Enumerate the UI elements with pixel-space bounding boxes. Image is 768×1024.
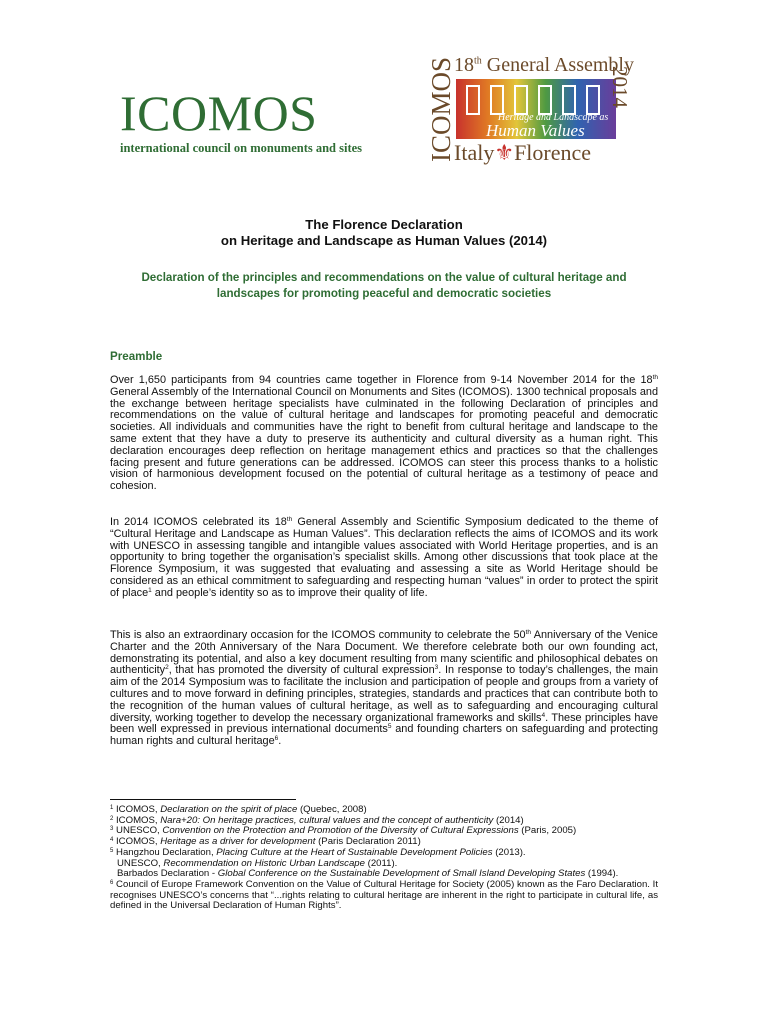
text-run: and founding charters on safeguarding and protecting human rights and cultural heritage <box>110 723 659 748</box>
logo-vertical-year: 2014 <box>608 66 632 108</box>
footnote-number: 1 <box>110 805 114 811</box>
fleur-de-lis-icon: ⚜ <box>494 140 515 165</box>
text-run: . <box>278 735 282 748</box>
text-run: and people’s identity so as to improve their quality of life. <box>151 586 428 599</box>
logo-subtitle: international council on monuments and sites <box>120 141 363 155</box>
logo-city-florence: Florence <box>514 140 592 165</box>
logo-wordmark: ICOMOS <box>120 85 318 141</box>
footnote-divider <box>110 799 296 800</box>
footnote-number: 4 <box>110 837 114 844</box>
paragraph-2 <box>110 517 658 600</box>
logo-banner-small: Heritage and Landscape as <box>498 112 609 123</box>
superscript: th <box>286 516 293 523</box>
text-run: . In response to today’s challenges, the main aim of the 2014 Symposium was to facilitate the inclusion and participation of people and groups from a variety of cultures and to move forward in defining principles, strategies, standards and practices that can contribute both to the recognition of the human values of cultural heritage, as well as to safeguarding and encouraging cultural diversity, working together to develop the necessary organizational frameworks and skills <box>110 664 659 724</box>
text-run: General Assembly of the International Council on Monuments and Sites (ICOMOS). 1300 technical proposals and the exchange between heritage specialists have culminated in the following Declaration of principles and recommendations on the value of cultural heritage and landscapes for promoting peaceful and democratic societies. All individuals and communities have the right to benefit from cultural heritage and landscape to the same extent that they have a duty to preserve its authenticity and cultural diversity as a human right. This declaration encourages deep reflection on heritage management ethics and practices so that the challenges facing present and future generations can be addressed. ICOMOS can steer this process thanks to a holistic vision of harmonious development focused on the potential of cultural heritage as a testimony of peace and cohesion. <box>110 385 658 493</box>
text-run: (Paris Declaration 2011) <box>315 836 421 848</box>
logo-panel <box>514 85 528 115</box>
footnote-title: Global Conference on the Sustainable Development of Small Island Developing States <box>217 868 586 880</box>
logo-vertical-icomos: ICOMOS <box>426 56 456 162</box>
text-run: (2011). <box>364 857 398 869</box>
footnote-ref: 6 <box>274 735 279 743</box>
superscript: th <box>652 374 658 381</box>
text-run: UNESCO, <box>113 825 163 837</box>
footnote-ref: 5 <box>387 723 392 731</box>
logo-city-line <box>454 140 591 166</box>
logo-panel <box>490 85 504 115</box>
text-run: This is also an extraordinary occasion for the ICOMOS community to celebrate the 50 <box>110 629 526 641</box>
footnote-ref: 2 <box>165 664 169 672</box>
text-run: (1994). <box>585 868 619 880</box>
logo-banner-large: Human Values <box>486 121 585 140</box>
footnotes <box>110 805 658 912</box>
footnote-ref: 4 <box>541 711 546 719</box>
logo-ordinal-suffix: th <box>474 55 482 67</box>
document-subtitle: Declaration of the principles and recommendations on the value of cultural heritage and landscapes for promoting peaceful and democratic societies <box>141 271 627 300</box>
footnote-number: 3 <box>110 826 114 833</box>
title-line-2: on Heritage and Landscape as Human Values (2014) <box>220 233 548 248</box>
footnote-title: Nara+20: On heritage practices, cultural values and the concept of authenticity <box>160 814 494 826</box>
text-run: ICOMOS, <box>113 804 161 815</box>
document-title <box>110 217 658 249</box>
logo-panel <box>466 85 480 115</box>
text-run: In 2014 ICOMOS celebrated its 18 <box>110 516 287 528</box>
footnote-title: Placing Culture at the Heart of Sustainable Development Policies <box>216 846 493 858</box>
logo-panel <box>562 85 576 115</box>
general-assembly-logo <box>426 54 634 166</box>
text-run: Anniversary of the Venice Charter and the 20th Anniversary of the Nara Document. We therefore celebrate both our own founding act, demonstrating its potential, and also a key document resulting from many scientific and philosophical debates on authenticity <box>110 629 658 677</box>
logo-city-italy: Italy <box>454 140 495 165</box>
text-run: General Assembly and Scientific Symposium dedicated to the theme of “Cultural Heritage and Landscape as Human Values”. This declaration reflects the aims of ICOMOS and its work with UNESCO in assessing tangible and intangible values associated with World Heritage properties, and is an opportunity to bring together the organisation’s specialist skills. Among other discussions that took place at the Florence Symposium, it was suggested that evaluating and assessing a site as World Heritage should be considered as an ethical commitment to safeguarding and respecting human “values” in order to protect the spirit of place <box>110 516 658 599</box>
text-run: Council of Europe Framework Convention on the Value of Cultural Heritage for Society (2005) known as the Faro Declaration. It recognises UNESCO’s concerns that “...rights relating to cultural heritage are inherent in the right to participate in cultural life, as defined in the Universal Declaration of Human Rights”. <box>110 878 658 912</box>
text-run: ICOMOS, <box>113 814 161 826</box>
icomos-logo <box>120 85 380 156</box>
title-line-1: The Florence Declaration <box>305 217 463 232</box>
footnote-title: Declaration on the spirit of place <box>160 804 298 815</box>
text-run: (2014) <box>493 814 524 826</box>
text-run: ICOMOS, <box>113 836 161 848</box>
text-run: Barbados Declaration - <box>117 868 218 880</box>
logo-ordinal: 18 <box>454 54 474 76</box>
footnote-ref: 3 <box>434 664 439 672</box>
footnote-title: Convention on the Protection and Promotion of the Diversity of Cultural Expressions <box>162 825 519 837</box>
logo-panel <box>586 85 600 115</box>
footnote-title: Heritage as a driver for development <box>160 836 316 848</box>
footnote-number: 2 <box>110 815 114 822</box>
logo-rainbow-banner <box>456 79 616 139</box>
text-run: , that has promoted the diversity of cultural expression <box>168 664 435 677</box>
footnote-number: 6 <box>110 879 114 886</box>
text-run: (2013). <box>492 846 526 858</box>
footnote-title: Recommendation on Historic Urban Landscape <box>163 857 365 869</box>
text-run: UNESCO, <box>117 857 164 869</box>
footnote-number: 5 <box>110 847 114 854</box>
footnote-ref: 1 <box>148 586 152 594</box>
text-run: (Paris, 2005) <box>518 825 577 837</box>
text-run: Hangzhou Declaration, <box>113 846 217 858</box>
footnote <box>110 880 658 912</box>
text-run: . These principles have been well expressed in previous international documents <box>110 711 658 736</box>
logo-panel <box>538 85 552 115</box>
preamble-heading: Preamble <box>110 350 163 363</box>
superscript: th <box>525 629 532 636</box>
logo-assembly-text: General Assembly <box>486 54 634 76</box>
text-run: (Quebec, 2008) <box>297 804 367 815</box>
text-run: Over 1,650 participants from 94 countries came together in Florence from 9-14 November 2014 for the 18 <box>110 374 653 386</box>
paragraph-1 <box>110 375 658 493</box>
paragraph-3 <box>110 630 658 748</box>
